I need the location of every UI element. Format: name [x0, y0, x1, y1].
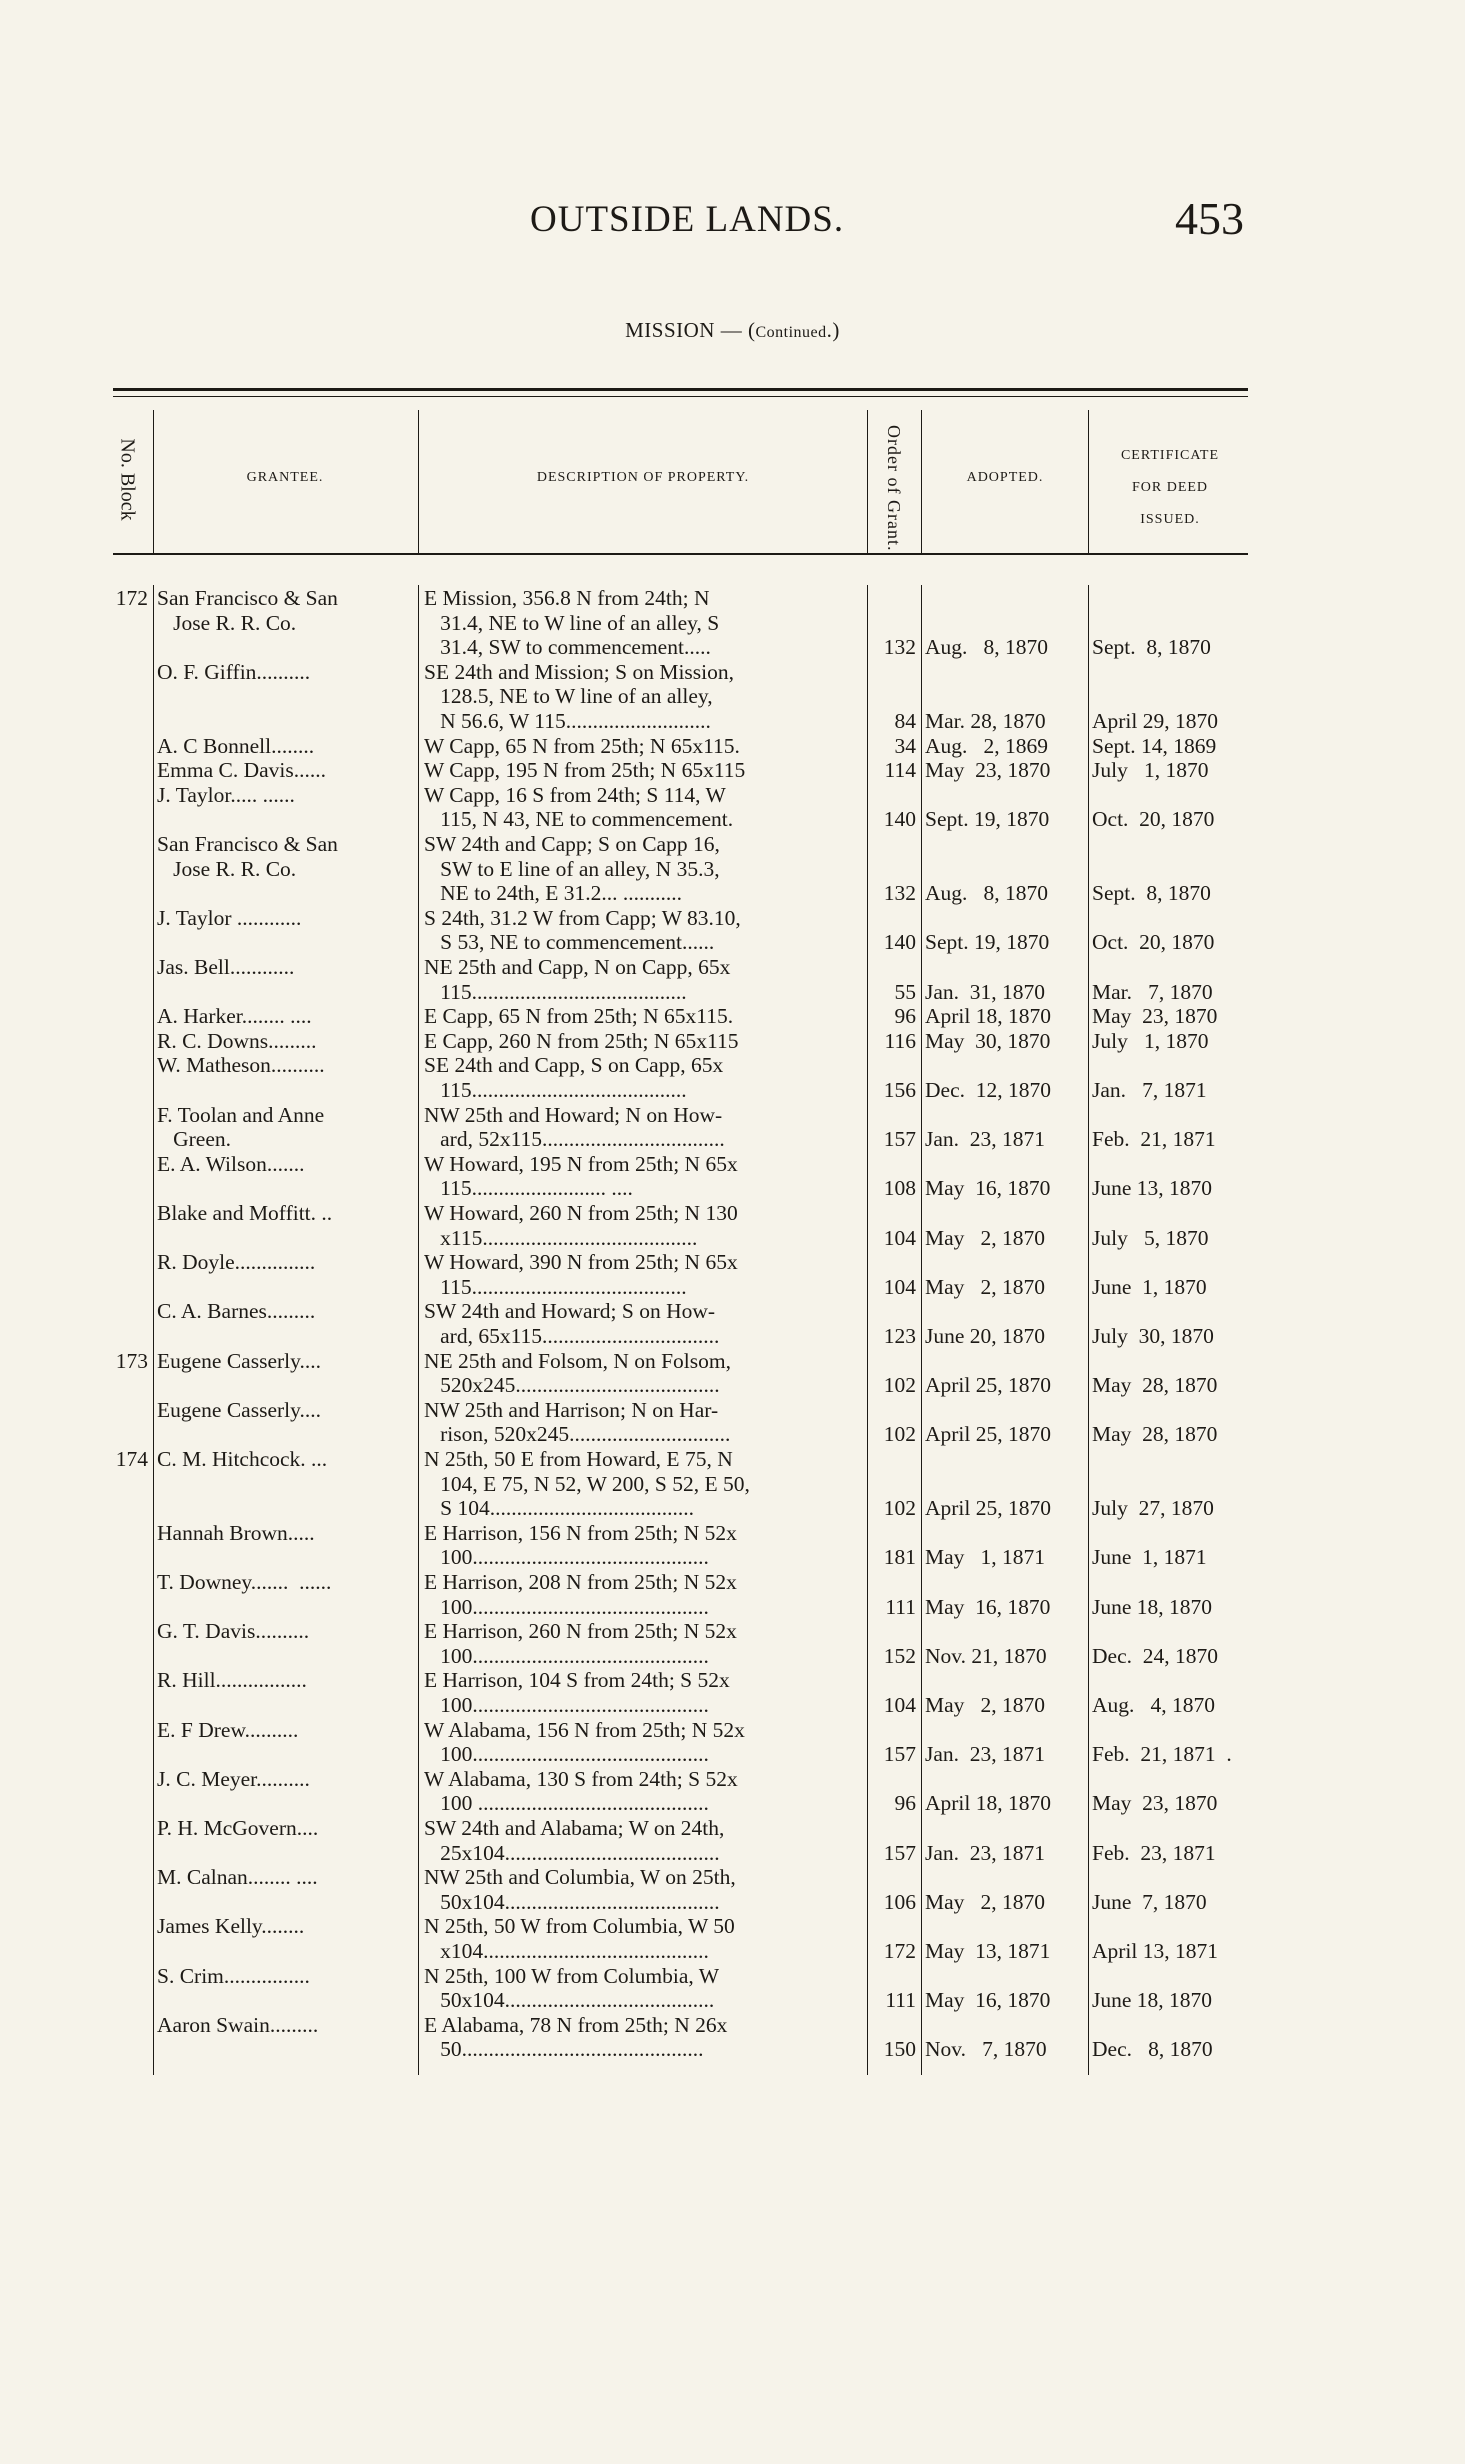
order-of-grant: 181 [883, 1545, 916, 1570]
description-line: N 25th, 50 W from Columbia, W 50 [424, 1914, 735, 1939]
adopted-date: May 16, 1870 [925, 1176, 1051, 1201]
description-line: S 53, NE to commencement...... [424, 930, 715, 955]
description-line: 50x104........................................ [424, 1889, 720, 1914]
description-line: 128.5, NE to W line of an alley, [424, 684, 713, 709]
certificate-date: Oct. 20, 1870 [1092, 930, 1215, 955]
column-divider [867, 585, 868, 2075]
description-line: W Capp, 65 N from 25th; N 65x115. [424, 733, 740, 758]
certificate-date: Mar. 7, 1870 [1092, 979, 1213, 1004]
grantee-line: Jose R. R. Co. [157, 610, 297, 635]
order-of-grant: 140 [883, 930, 916, 955]
description-line: x115........................................ [424, 1225, 698, 1250]
description-line: W Alabama, 130 S from 24th; S 52x [424, 1766, 738, 1791]
header-cert-line2: FOR DEED [1131, 480, 1209, 495]
grantee-line: M. Calnan........ .... [157, 1865, 318, 1890]
adopted-date: May 2, 1870 [925, 1274, 1046, 1299]
adopted-date: May 2, 1870 [925, 1889, 1046, 1914]
section-title-end: .) [826, 318, 840, 342]
order-of-grant: 111 [885, 1594, 916, 1619]
certificate-date: June 1, 1871 [1092, 1545, 1207, 1570]
grantee-line: Blake and Moffitt. .. [157, 1201, 333, 1225]
certificate-date: Jan. 7, 1871 [1092, 1078, 1207, 1102]
description-line: NE 25th and Folsom, N on Folsom, [424, 1348, 731, 1373]
order-of-grant: 157 [883, 1840, 916, 1865]
description-line: E Mission, 356.8 N from 24th; N [424, 586, 710, 610]
description-line: SW to E line of an alley, N 35.3, [424, 856, 720, 881]
order-of-grant: 156 [883, 1078, 916, 1102]
adopted-date: April 25, 1870 [925, 1373, 1052, 1398]
description-line: N 56.6, W 115........................... [424, 709, 711, 733]
description-line: W Capp, 195 N from 25th; N 65x115 [424, 758, 746, 783]
certificate-date: May 23, 1870 [1092, 1791, 1218, 1816]
description-line: 100............................................ [424, 1594, 709, 1619]
grantee-line: A. C Bonnell........ [157, 733, 315, 758]
grantee-line: C. A. Barnes......... [157, 1299, 316, 1324]
description-line: N 25th, 50 E from Howard, E 75, N [424, 1447, 733, 1471]
order-of-grant: 132 [883, 635, 916, 660]
section-title-continued: Continued [755, 324, 827, 341]
description-line: 100 ........................................... [424, 1791, 709, 1816]
adopted-date: May 2, 1870 [925, 1225, 1046, 1250]
description-line: 115........................................ [424, 1078, 687, 1102]
certificate-date: July 30, 1870 [1092, 1324, 1214, 1348]
order-of-grant: 157 [883, 1742, 916, 1767]
description-line: NE to 24th, E 31.2... ........... [424, 881, 682, 906]
description-line: W Howard, 390 N from 25th; N 65x [424, 1250, 738, 1275]
header-cert-line3: ISSUED. [1140, 512, 1200, 527]
certificate-date: Dec. 24, 1870 [1092, 1643, 1218, 1668]
grantee-line: Eugene Casserly.... [157, 1348, 321, 1373]
grantee-line: R. Hill................. [157, 1668, 307, 1693]
adopted-date: Aug. 8, 1870 [925, 635, 1049, 660]
grantee-line: Hannah Brown..... [157, 1520, 315, 1545]
certificate-date: Feb. 23, 1871 [1092, 1840, 1216, 1865]
description-line: ard, 52x115.................................. [424, 1127, 725, 1152]
description-line: 31.4, SW to commencement..... [424, 635, 711, 660]
grantee-line: Emma C. Davis...... [157, 758, 326, 783]
certificate-date: June 1, 1870 [1092, 1274, 1207, 1299]
adopted-date: June 20, 1870 [925, 1324, 1046, 1348]
section-title-main: MISSION — ( [625, 318, 756, 342]
certificate-date: July 1, 1870 [1092, 1028, 1209, 1053]
block-number: 173 [115, 1348, 148, 1373]
order-of-grant: 102 [883, 1496, 916, 1521]
certificate-date: Oct. 20, 1870 [1092, 807, 1215, 832]
header-adopted: ADOPTED. [966, 470, 1044, 485]
order-of-grant: 123 [883, 1324, 916, 1348]
order-of-grant: 152 [883, 1643, 916, 1668]
order-of-grant: 132 [883, 881, 916, 906]
description-line: N 25th, 100 W from Columbia, W [424, 1963, 720, 1988]
order-of-grant: 55 [894, 979, 916, 1004]
adopted-date: May 1, 1871 [925, 1545, 1046, 1570]
certificate-date: June 13, 1870 [1092, 1176, 1213, 1201]
description-line: 100............................................ [424, 1693, 709, 1717]
adopted-date: Mar. 28, 1870 [925, 709, 1046, 733]
grantee-line: J. Taylor..... ...... [157, 782, 295, 807]
order-of-grant: 104 [883, 1693, 916, 1717]
order-of-grant: 140 [883, 807, 916, 832]
description-line: SW 24th and Howard; S on How- [424, 1299, 716, 1324]
adopted-date: April 18, 1870 [925, 1791, 1052, 1816]
description-line: NW 25th and Howard; N on How- [424, 1102, 723, 1127]
certificate-date: Aug. 4, 1870 [1092, 1693, 1216, 1717]
grantee-line: San Francisco & San [157, 586, 338, 610]
adopted-date: Jan. 23, 1871 [925, 1840, 1046, 1865]
header-block-no: No. Block [116, 438, 139, 521]
adopted-date: Jan. 31, 1870 [925, 979, 1046, 1004]
certificate-date: Sept. 8, 1870 [1092, 635, 1211, 660]
certificate-date: June 18, 1870 [1092, 1988, 1213, 2013]
description-line: S 24th, 31.2 W from Capp; W 83.10, [424, 905, 741, 930]
description-line: 50............................................. [424, 2037, 704, 2062]
adopted-date: May 30, 1870 [925, 1028, 1051, 1053]
description-line: 520x245...................................... [424, 1373, 720, 1398]
description-line: W Howard, 195 N from 25th; N 65x [424, 1151, 738, 1176]
description-line: 50x104....................................... [424, 1988, 715, 2013]
order-of-grant: 102 [883, 1422, 916, 1447]
order-of-grant: 111 [885, 1988, 916, 2013]
certificate-date: Sept. 8, 1870 [1092, 881, 1211, 906]
grantee-line: James Kelly........ [157, 1914, 305, 1939]
column-divider [1088, 585, 1089, 2075]
header-cert-line1: CERTIFICATE [1120, 448, 1220, 463]
description-line: 104, E 75, N 52, W 200, S 52, E 50, [424, 1471, 750, 1496]
table-top-rule-thin [113, 396, 1248, 397]
grantee-line: E. A. Wilson....... [157, 1151, 305, 1176]
header-divider [921, 410, 922, 553]
description-line: ard, 65x115................................. [424, 1324, 720, 1348]
grantee-line: T. Downey....... ...... [157, 1570, 332, 1594]
adopted-date: April 18, 1870 [925, 1004, 1052, 1029]
order-of-grant: 96 [894, 1791, 916, 1816]
certificate-date: Sept. 14, 1869 [1092, 733, 1217, 758]
order-of-grant: 108 [883, 1176, 916, 1201]
section-title [0, 318, 1465, 343]
description-line: 100............................................ [424, 1742, 709, 1767]
description-line: NW 25th and Harrison; N on Har- [424, 1397, 719, 1422]
description-line: 115........................................ [424, 1274, 687, 1299]
description-line: SE 24th and Mission; S on Mission, [424, 659, 735, 684]
grantee-line: E. F Drew.......... [157, 1717, 299, 1742]
grantee-line: Aaron Swain......... [157, 2012, 319, 2037]
description-line: SE 24th and Capp, S on Capp, 65x [424, 1053, 724, 1078]
order-of-grant: 102 [883, 1373, 916, 1398]
adopted-date: Jan. 23, 1871 [925, 1127, 1046, 1152]
grantee-line: S. Crim................ [157, 1963, 310, 1988]
description-line: 115........................................ [424, 979, 687, 1004]
grantee-line: J. C. Meyer.......... [157, 1766, 310, 1791]
description-line: E Harrison, 260 N from 25th; N 52x [424, 1619, 737, 1644]
certificate-date: May 23, 1870 [1092, 1004, 1218, 1029]
adopted-date: May 16, 1870 [925, 1594, 1051, 1619]
adopted-date: Sept. 19, 1870 [925, 930, 1050, 955]
certificate-date: July 1, 1870 [1092, 758, 1209, 783]
description-line: 115......................... .... [424, 1176, 633, 1201]
adopted-date: May 13, 1871 [925, 1939, 1051, 1963]
grantee-line: R. C. Downs......... [157, 1028, 317, 1053]
table-top-rule [113, 388, 1248, 391]
certificate-date: May 28, 1870 [1092, 1422, 1218, 1447]
grantee-line: C. M. Hitchcock. ... [157, 1447, 328, 1471]
header-divider [153, 410, 154, 553]
grantee-line: J. Taylor ............ [157, 905, 302, 930]
adopted-date: May 23, 1870 [925, 758, 1051, 783]
description-line: NW 25th and Columbia, W on 25th, [424, 1865, 736, 1890]
description-line: 100............................................ [424, 1643, 709, 1668]
adopted-date: Nov. 21, 1870 [925, 1643, 1047, 1668]
certificate-date: April 29, 1870 [1092, 709, 1219, 733]
grantee-line: Jas. Bell............ [157, 955, 295, 979]
header-divider [418, 410, 419, 553]
certificate-date: July 27, 1870 [1092, 1496, 1214, 1521]
description-line: rison, 520x245.............................. [424, 1422, 731, 1447]
grantee-line: F. Toolan and Anne [157, 1102, 325, 1127]
description-line: E Harrison, 104 S from 24th; S 52x [424, 1668, 730, 1693]
order-of-grant: 114 [884, 758, 916, 783]
grantee-line: Jose R. R. Co. [157, 856, 297, 881]
adopted-date: Jan. 23, 1871 [925, 1742, 1046, 1767]
grantee-line: O. F. Giffin.......... [157, 659, 311, 684]
certificate-date: April 13, 1871 [1092, 1939, 1219, 1963]
grantee-line: San Francisco & San [157, 832, 338, 856]
description-line: SW 24th and Alabama; W on 24th, [424, 1816, 725, 1840]
description-line: 100............................................ [424, 1545, 709, 1570]
description-line: E Harrison, 156 N from 25th; N 52x [424, 1520, 737, 1545]
order-of-grant: 157 [883, 1127, 916, 1152]
certificate-date: July 5, 1870 [1092, 1225, 1209, 1250]
header-divider [867, 410, 868, 553]
description-line: E Alabama, 78 N from 25th; N 26x [424, 2012, 728, 2037]
running-title: OUTSIDE LANDS. [530, 199, 845, 240]
grantee-line: Eugene Casserly.... [157, 1397, 321, 1422]
grantee-line: G. T. Davis.......... [157, 1619, 310, 1644]
adopted-date: April 25, 1870 [925, 1496, 1052, 1521]
adopted-date: Aug. 8, 1870 [925, 881, 1049, 906]
block-number: 172 [115, 586, 148, 610]
order-of-grant: 116 [884, 1028, 916, 1053]
adopted-date: Dec. 12, 1870 [925, 1078, 1051, 1102]
description-line: W Howard, 260 N from 25th; N 130 [424, 1201, 738, 1225]
description-line: x104.......................................... [424, 1939, 709, 1963]
description-line: S 104...................................... [424, 1496, 694, 1521]
order-of-grant: 150 [883, 2037, 916, 2062]
description-line: E Capp, 260 N from 25th; N 65x115 [424, 1028, 739, 1053]
order-of-grant: 172 [883, 1939, 916, 1963]
description-line: E Capp, 65 N from 25th; N 65x115. [424, 1004, 734, 1029]
description-line: NE 25th and Capp, N on Capp, 65x [424, 955, 731, 979]
header-description: DESCRIPTION OF PROPERTY. [536, 470, 750, 485]
certificate-date: June 7, 1870 [1092, 1889, 1207, 1914]
header-order-of-grant: Order of Grant. [884, 425, 904, 552]
order-of-grant: 104 [883, 1225, 916, 1250]
grantee-line: Green. [157, 1127, 232, 1152]
grantee-line: A. Harker........ .... [157, 1004, 312, 1029]
certificate-date: June 18, 1870 [1092, 1594, 1213, 1619]
description-line: 31.4, NE to W line of an alley, S [424, 610, 720, 635]
order-of-grant: 106 [883, 1889, 916, 1914]
description-line: SW 24th and Capp; S on Capp 16, [424, 832, 720, 856]
grantee-line: R. Doyle............... [157, 1250, 316, 1275]
description-line: E Harrison, 208 N from 25th; N 52x [424, 1570, 737, 1594]
order-of-grant: 34 [894, 733, 916, 758]
description-line: 25x104........................................ [424, 1840, 720, 1865]
grantee-line: W. Matheson.......... [157, 1053, 325, 1078]
adopted-date: Sept. 19, 1870 [925, 807, 1050, 832]
adopted-date: Aug. 2, 1869 [925, 733, 1049, 758]
certificate-date: Feb. 21, 1871 [1092, 1127, 1216, 1152]
certificate-date: Feb. 21, 1871 . [1092, 1742, 1232, 1767]
description-line: W Capp, 16 S from 24th; S 114, W [424, 782, 726, 807]
adopted-date: May 16, 1870 [925, 1988, 1051, 2013]
header-divider [1088, 410, 1089, 553]
header-grantee: GRANTEE. [246, 470, 324, 485]
adopted-date: May 2, 1870 [925, 1693, 1046, 1717]
adopted-date: Nov. 7, 1870 [925, 2037, 1047, 2062]
description-line: W Alabama, 156 N from 25th; N 52x [424, 1717, 745, 1742]
column-divider [921, 585, 922, 2075]
description-line: 115, N 43, NE to commencement. [424, 807, 734, 832]
order-of-grant: 84 [894, 709, 916, 733]
header-certificate [1092, 440, 1248, 536]
grantee-line: P. H. McGovern.... [157, 1816, 319, 1840]
page-number: 453 [1175, 193, 1244, 244]
adopted-date: April 25, 1870 [925, 1422, 1052, 1447]
certificate-date: May 28, 1870 [1092, 1373, 1218, 1398]
order-of-grant: 104 [883, 1274, 916, 1299]
certificate-date: Dec. 8, 1870 [1092, 2037, 1213, 2062]
block-number: 174 [115, 1447, 148, 1471]
header-bottom-rule [113, 553, 1248, 555]
column-divider [153, 585, 154, 2075]
column-divider [418, 585, 419, 2075]
order-of-grant: 96 [894, 1004, 916, 1029]
